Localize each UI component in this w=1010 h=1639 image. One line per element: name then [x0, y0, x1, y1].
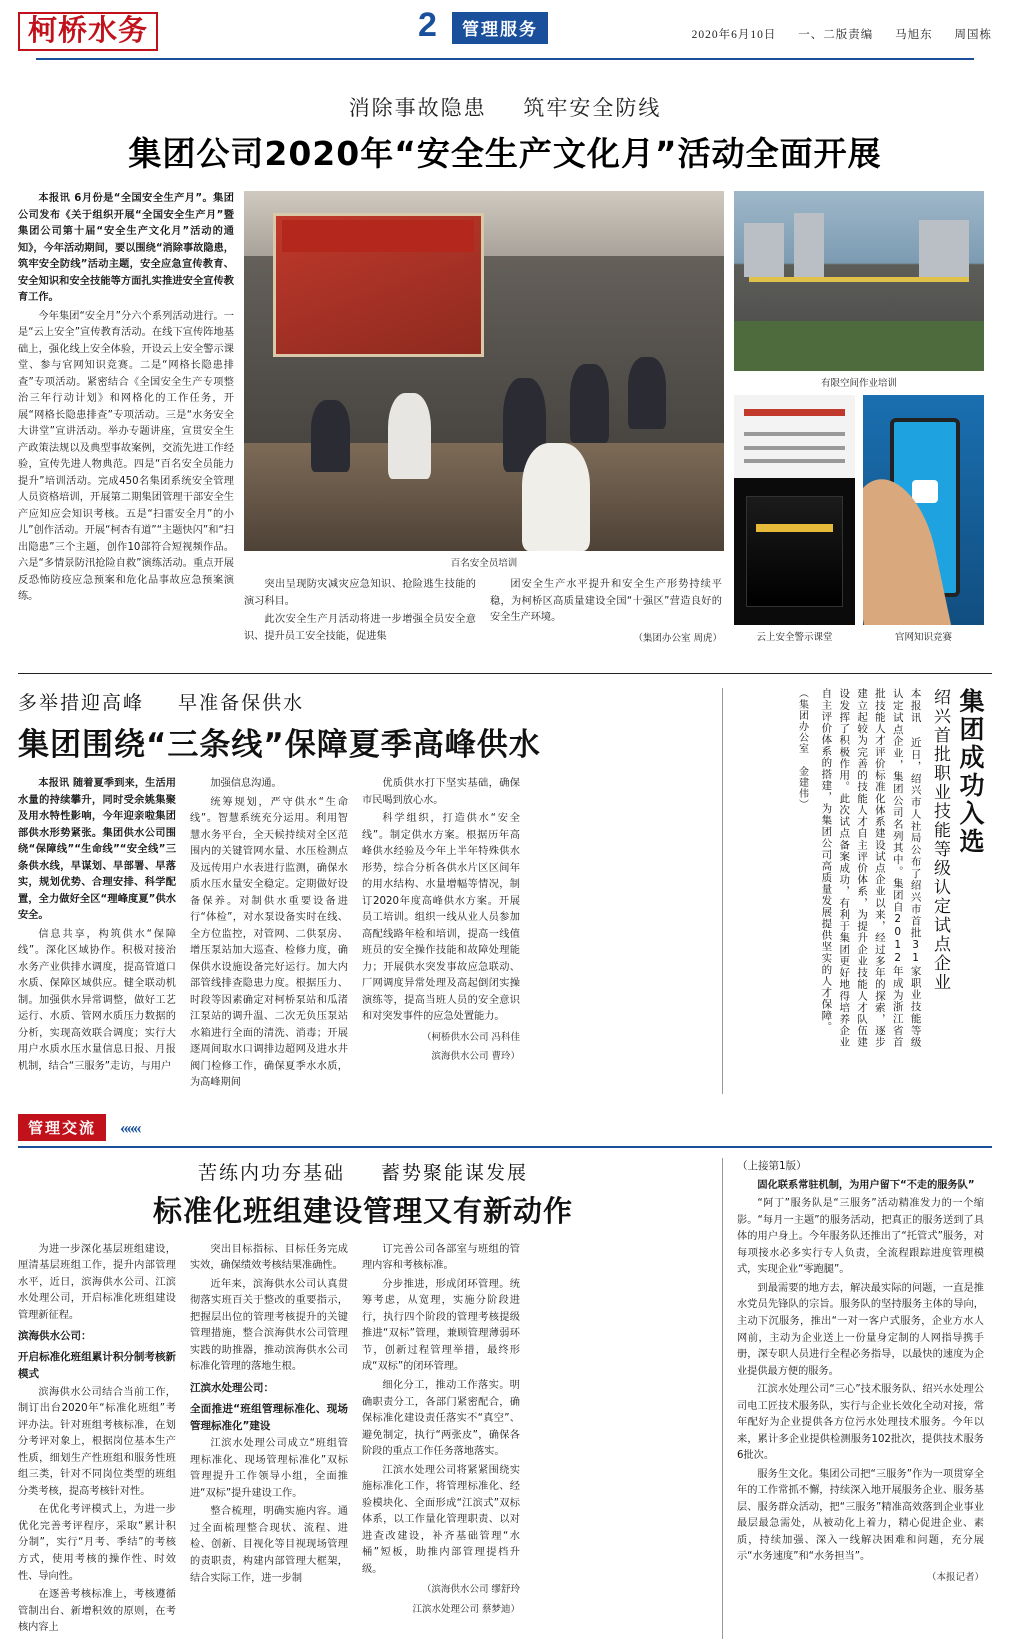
issue-date: 2020年6月10日: [691, 29, 777, 41]
tb-paragraph-9: 订完善公司各部室与班组的管理内容和考核标准。: [362, 1243, 520, 1272]
lead-column-2: [244, 577, 476, 647]
cont-byline: （本报记者）: [926, 1571, 984, 1583]
publication-logo: 柯桥水务: [18, 12, 158, 51]
team-column-2: [190, 1242, 348, 1639]
lead-paragraph-1: 本报讯 6月份是“全国安全生产月”。集团公司发布《关于组织开展“全国安全生产月”暨集团公司第十届“安全生产文化月”活动的通知》，今年活动期间，要以围绕“消除事故隐患，筑牢安全防线”活动主题，安全应急宣传教育、安全知识和安全技能等方面扎实推进安全宣传教育工作。: [18, 193, 234, 304]
continued-note: （上接第1版）: [737, 1159, 807, 1172]
lead-paragraph-3: 突出呈现防灾减灾应急知识、抢险逃生技能的演习科目。: [244, 579, 476, 607]
water-supply-column-1: [18, 776, 176, 1094]
pilot-enterprise-article: [722, 688, 984, 1094]
pilot-body: 本报讯 近日，绍兴市人社局公布了绍兴市首批31家职业技能等级认定试点企业，集团公司名列其中。集团自2012年成为浙江省首批技能人才评价标准化体系建设试点企业以来，经过多年的探索，逐步建立起较为完善的技能人才自主评价体系，为提升企业技能人才队伍建设发挥了积极作用。此次试点备案成功，有利于集团更好地得培养企业自主评价体系的搭建，为集团公司高质量发展提供坚实的人才保障。: [820, 688, 922, 1049]
bottom-section: [18, 1158, 992, 1639]
water-supply-shoulder: [18, 688, 708, 715]
masthead-divider: [36, 58, 974, 60]
cont-paragraph-4: 江滨水处理公司“三心”技术服务队、绍兴水处理公司电工匠技术服务队，实行与企业长效化全动对接，常年配好为企业提供各方位污水处理技术服务。今年以来，累计多企业提供检测服务102批次，提供技术服务6批次。: [737, 1384, 984, 1462]
team-shoulder-left: 苦练内功夯基础: [197, 1161, 345, 1184]
tb-paragraph-2: 滨海供水公司结合当前工作，制订出台2020年“标准化班组”考评办法。针对班组考核标准，在划分考评对象上，根据岗位基本生产性质，细划生产性班组和服务性班组三类，针对不同岗位类型的班组分类考核，提高考核针对性。: [18, 1386, 176, 1497]
tb-paragraph-10: 分步推进，形成闭环管理。统筹考虑，从宽理，实施分阶段进行，执行四个阶段的管理考核提级推进“双标”管理，兼顾管理薄弱环节，创新过程管理举措，最终形成“双标”的闭环管理。: [362, 1278, 520, 1373]
continued-body: [737, 1178, 984, 1585]
tb-paragraph-7: 江滨水处理公司成立“班组管理标准化、现场管理标准化”双标管理提升工作领导小组，全面推进“双标”提升建设工作。: [190, 1438, 348, 1499]
water-supply-column-2: [190, 776, 348, 1094]
tb-paragraph-11: 细化分工，推动工作落实。明确职责分工，各部门紧密配合，确保标准化建设责任落实不“真空”、避免制定，执行“两张皮”，确保各阶段的重点工作任务落地落实。: [362, 1379, 520, 1458]
online-safety-class-caption: 云上安全警示课堂: [756, 632, 833, 643]
tb-paragraph-4: 在逐善考核标准上，考核遵循管制出台、新增积效的原则，在考核内容上: [18, 1589, 176, 1634]
section-divider-1: [18, 673, 992, 674]
tb-paragraph-8: 整合梳理，明确实施内容。通过全面梳理整合现状、流程、进检、创新、目视化等目视现场管理的责职责，构建内部管理大框架，结合实际工作，进一步制: [190, 1506, 348, 1584]
team-column-3: [362, 1242, 520, 1639]
conference-photo-caption: 百名安全员培训: [450, 558, 518, 569]
lead-paragraph-4: 此次安全生产月活动将进一步增强全员安全意识、提升员工安全技能，促进集: [244, 614, 476, 642]
online-safety-class-photo: [734, 395, 855, 625]
band-divider: [18, 1146, 992, 1148]
continued-article: [722, 1158, 984, 1639]
ws-paragraph-6: 科学组织，打造供水“安全线”。制定供水方案。根据历年高峰供水经验及今年上半年特殊供水形势，综合分析各供水片区区间年的用水结构、水量增幅等情况，制订2020年度高峰供水方案。开展员工培训。组织一线从业人员参加高配线路年检和培训，提高一线值班员的安全操作技能和故障处理能力；开展供水突发事故应急联动、厂网调度异常处理及高起倒闭实操演练等，提高当班人员的安全意识和对突发事件的应急处置能力。: [362, 813, 520, 1023]
water-supply-article: [18, 688, 708, 1094]
water-supply-shoulder-right: 早准备保供水: [178, 692, 305, 715]
section-label: 管理服务: [452, 12, 548, 44]
water-supply-headline: 集团围绕“三条线”保障夏季高峰供水: [18, 727, 541, 764]
cont-paragraph-2: “阿丁”服务队是“三服务”活动精准发力的一个缩影。“每月一主题”的服务活动，把真正的服务送到了具体的用户身上。今年服务队还推出了“托管式”服务，对每项接水必多实行专人负责，全流程跟踪进度管理模式，实现企业“零跑腿”。: [737, 1198, 984, 1276]
online-quiz-photo: [863, 395, 984, 625]
conference-photo: [244, 191, 724, 551]
lead-paragraph-2: 今年集团“安全月”分六个系列活动进行。一是“云上安全”宣传教育活动。在线下宣传阵地基础上，强化线上安全体验，开设云上安全警示课堂、参与官网知识竞赛。二是“网格长隐患排查”专项活动。紧密结合《全国安全生产专项整治三年行动计划》和网格化的工作任务，开展“网格长隐患排查”专项活动。三是“水务安全大讲堂”宣讲活动。举办专题讲座，宣贯安全生产政策法规以及典型事故案例，交流先进工作经验，宣传先进人物典范。四是“百名安全员能力提升”培训活动。完成450名集团系统安全管理人员资格培训，开展第二期集团管理干部安全生产应知应会知识考核。五是“扫雷安全月”的小儿”创作活动。开展“柯杏有道”“主题快闪”和“扫出隐患”三个主题，创作10部符合短视频作品。六是“多情景防汛抢险自救”演练活动。重点开展反恐怖防疫应急预案和危化品事故应急预案演练。: [18, 310, 234, 603]
tb-paragraph-3: 在优化考评模式上，为进一步优化完善考评程序，采取“累计积分制”，实行“月考、季结”的考核方式，使用考核的操作性、时效性、导向性。: [18, 1504, 176, 1582]
editor-name-2: 周国栋: [954, 29, 992, 41]
pilot-byline: （集团办公室 金建伟）: [796, 688, 808, 811]
ws-byline-1: （柯桥供水公司 冯科佳: [421, 1031, 520, 1043]
lead-byline: （集团办公室 周虎）: [633, 632, 722, 644]
online-quiz-caption: 官网知识竞赛: [894, 632, 952, 643]
page-number: 2: [418, 6, 437, 44]
ws-paragraph-5: 优质供水打下坚实基础，确保市民喝到放心水。: [362, 778, 520, 806]
middle-section: [18, 688, 992, 1094]
tb-paragraph-5: 突出目标指标、目标任务完成实效，确保绩效考核结果准确性。: [190, 1243, 348, 1272]
team-shoulder: [18, 1158, 708, 1185]
lead-side-photos: [734, 191, 984, 647]
band-tag: 管理交流: [18, 1114, 106, 1141]
lead-article: [18, 92, 992, 647]
tb-subhead-4: 全面推进“班组管理标准化、现场管理标准化”建设: [190, 1402, 348, 1432]
lead-column-3: [490, 577, 722, 647]
team-column-1: [18, 1242, 176, 1639]
tb-byline-2: 江滨水处理公司 蔡梦迪）: [412, 1603, 520, 1615]
water-supply-column-3: [362, 776, 520, 1094]
lead-column-1: [18, 191, 234, 647]
management-exchange-band: [18, 1114, 992, 1148]
lead-shoulder-left: 消除事故隐患: [348, 96, 487, 120]
masthead-meta: [674, 26, 992, 42]
lead-shoulder-right: 筑牢安全防线: [523, 96, 662, 120]
band-arrows-icon: «««: [120, 1117, 140, 1137]
road-training-caption: 有限空间作业培训: [820, 378, 897, 389]
tb-subhead-2: 开启标准化班组累计积分制考核新模式: [18, 1351, 176, 1381]
tb-paragraph-6: 近年来，滨海供水公司认真贯彻落实班百关于整改的重要指示，把握层出位的管理考核提升的关键管理措施，整合滨海供水公司管理实践的助推器，推动滨海供水公司标准化管理的落地生根。: [190, 1278, 348, 1373]
lead-photo-block: [244, 191, 724, 647]
road-training-photo: [734, 191, 984, 371]
team-headline: 标准化班组建设管理又有新动作: [152, 1193, 573, 1228]
lead-headline: 集团公司2020年“安全生产文化月”活动全面开展: [128, 134, 882, 173]
masthead: [18, 0, 992, 62]
cont-paragraph-1: 固化联系常驻机制，为用户留下“不走的服务队”: [757, 1179, 975, 1191]
pilot-title: 集团成功入选: [956, 688, 985, 857]
water-supply-shoulder-left: 多举措迎高峰: [18, 692, 145, 715]
ws-paragraph-3: 加强信息沟通。: [210, 778, 282, 790]
tb-byline-1: （滨海供水公司 缪舒玲: [421, 1584, 520, 1596]
editor-name-1: 马旭东: [895, 29, 933, 41]
cont-paragraph-5: 服务生文化。集团公司把“三服务”作为一项贯穿全年的工作常抓不懈，持续深入地开展服务企业、服务基层、服务群众活动，把“三服务”精准高效落到企业事业最层最急需处，从被动化上着力，精心促进企业、素质，持续加强、深入一线解决困难和问题，充分展示“水务速度”和“水务担当”。: [737, 1468, 984, 1563]
tb-subhead-1: 滨海供水公司：: [18, 1330, 92, 1343]
ws-paragraph-1: 本报讯 随着夏季到来，生活用水量的持续攀升，同时受余姚集聚及用水特性影响，今年迎亲啦集团部供水形势紧张。集团供水公司围绕“保障线”“生命线”“安全线”三条供水线，早谋划、早部署、早落实，规划优势、合理安排、科学配置，全力做好全区“理峰度夏”供水安全。: [18, 778, 176, 922]
ws-paragraph-2: 信息共享，构筑供水“保障线”。深化区域协作。积极对接治水务产业供排水调度，提高管道口水质、保障区域供应。健全联动机制。加强供水异常调整，做好工艺运行、水质、管网水质压力数据的分析，实现高效联合调度；实行大用户水质水压水量信息日报、月报机制，结合“三服务”走访，与用户: [18, 928, 176, 1072]
pilot-subtitle: 绍兴首批职业技能等级认定试点企业: [930, 688, 950, 993]
tb-paragraph-1: 为进一步深化基层班组建设，厘清基层班组工作，提升内部管理水平，近日，滨海供水公司、江滨水处理公司，开启标准化班组建设管理新征程。: [18, 1243, 176, 1321]
ws-byline-2: 滨海供水公司 曹玲）: [431, 1051, 520, 1063]
team-building-article: [18, 1158, 708, 1639]
lead-shoulder: [18, 92, 992, 122]
team-shoulder-right: 蓄势聚能谋发展: [381, 1161, 529, 1184]
ws-paragraph-4: 统筹规划，严守供水“生命线”。智慧系统充分运用。利用智慧水务平台，全天候持续对全区范围内的关键管网水量、水压检测点及远传用户水表进行监测，确保水质水压水量安全稳定。定期做好设备保养。对制供水重要设备进行“体检”，对水泵设备实时在线、全方位监控，对管网、二供泵房、增压泵站加大巡查、检修力度，确保供水设施设备完好运行。加大内部管线排查隐患力度。根据压力、时段等因素确定对柯桥泵站和瓜渚江泵站的调升温、二次无负压泵站水箱进行全面的清洗、消毒；开展逐周间取水口调排边超网及进水井阀门检修工作，确保夏季水水质，为高峰期间: [190, 796, 348, 1089]
tb-paragraph-12: 江滨水处理公司将紧紧围绕实施标准化工作，将管理标准化、经验模块化、全面形成“江滨式”双标体系，以工作量化管理职责、以对进查改建设，补齐基础管理“水桶”短板，助推内部管理提档升级。: [362, 1464, 520, 1575]
lead-paragraph-5: 团安全生产水平提升和安全生产形势持续平稳，为柯桥区高质量建设全国“十强区”营造良好的安全生产环境。: [490, 579, 722, 624]
editor-label: 一、二版责编: [798, 29, 874, 41]
tb-subhead-3: 江滨水处理公司：: [190, 1381, 274, 1394]
cont-paragraph-3: 到最需要的地方去，解决最实际的问题，一直是推水党员先锋队的宗旨。服务队的坚持服务主体的导向，主动下沉服务，推出“一对一客户式服务，企业方水人网前，主动为企业送上一份量身定制的人网指导携手册，深专职人员进行全程必务指导，以最快的速度为企业提供最方便的服务。: [737, 1282, 984, 1377]
